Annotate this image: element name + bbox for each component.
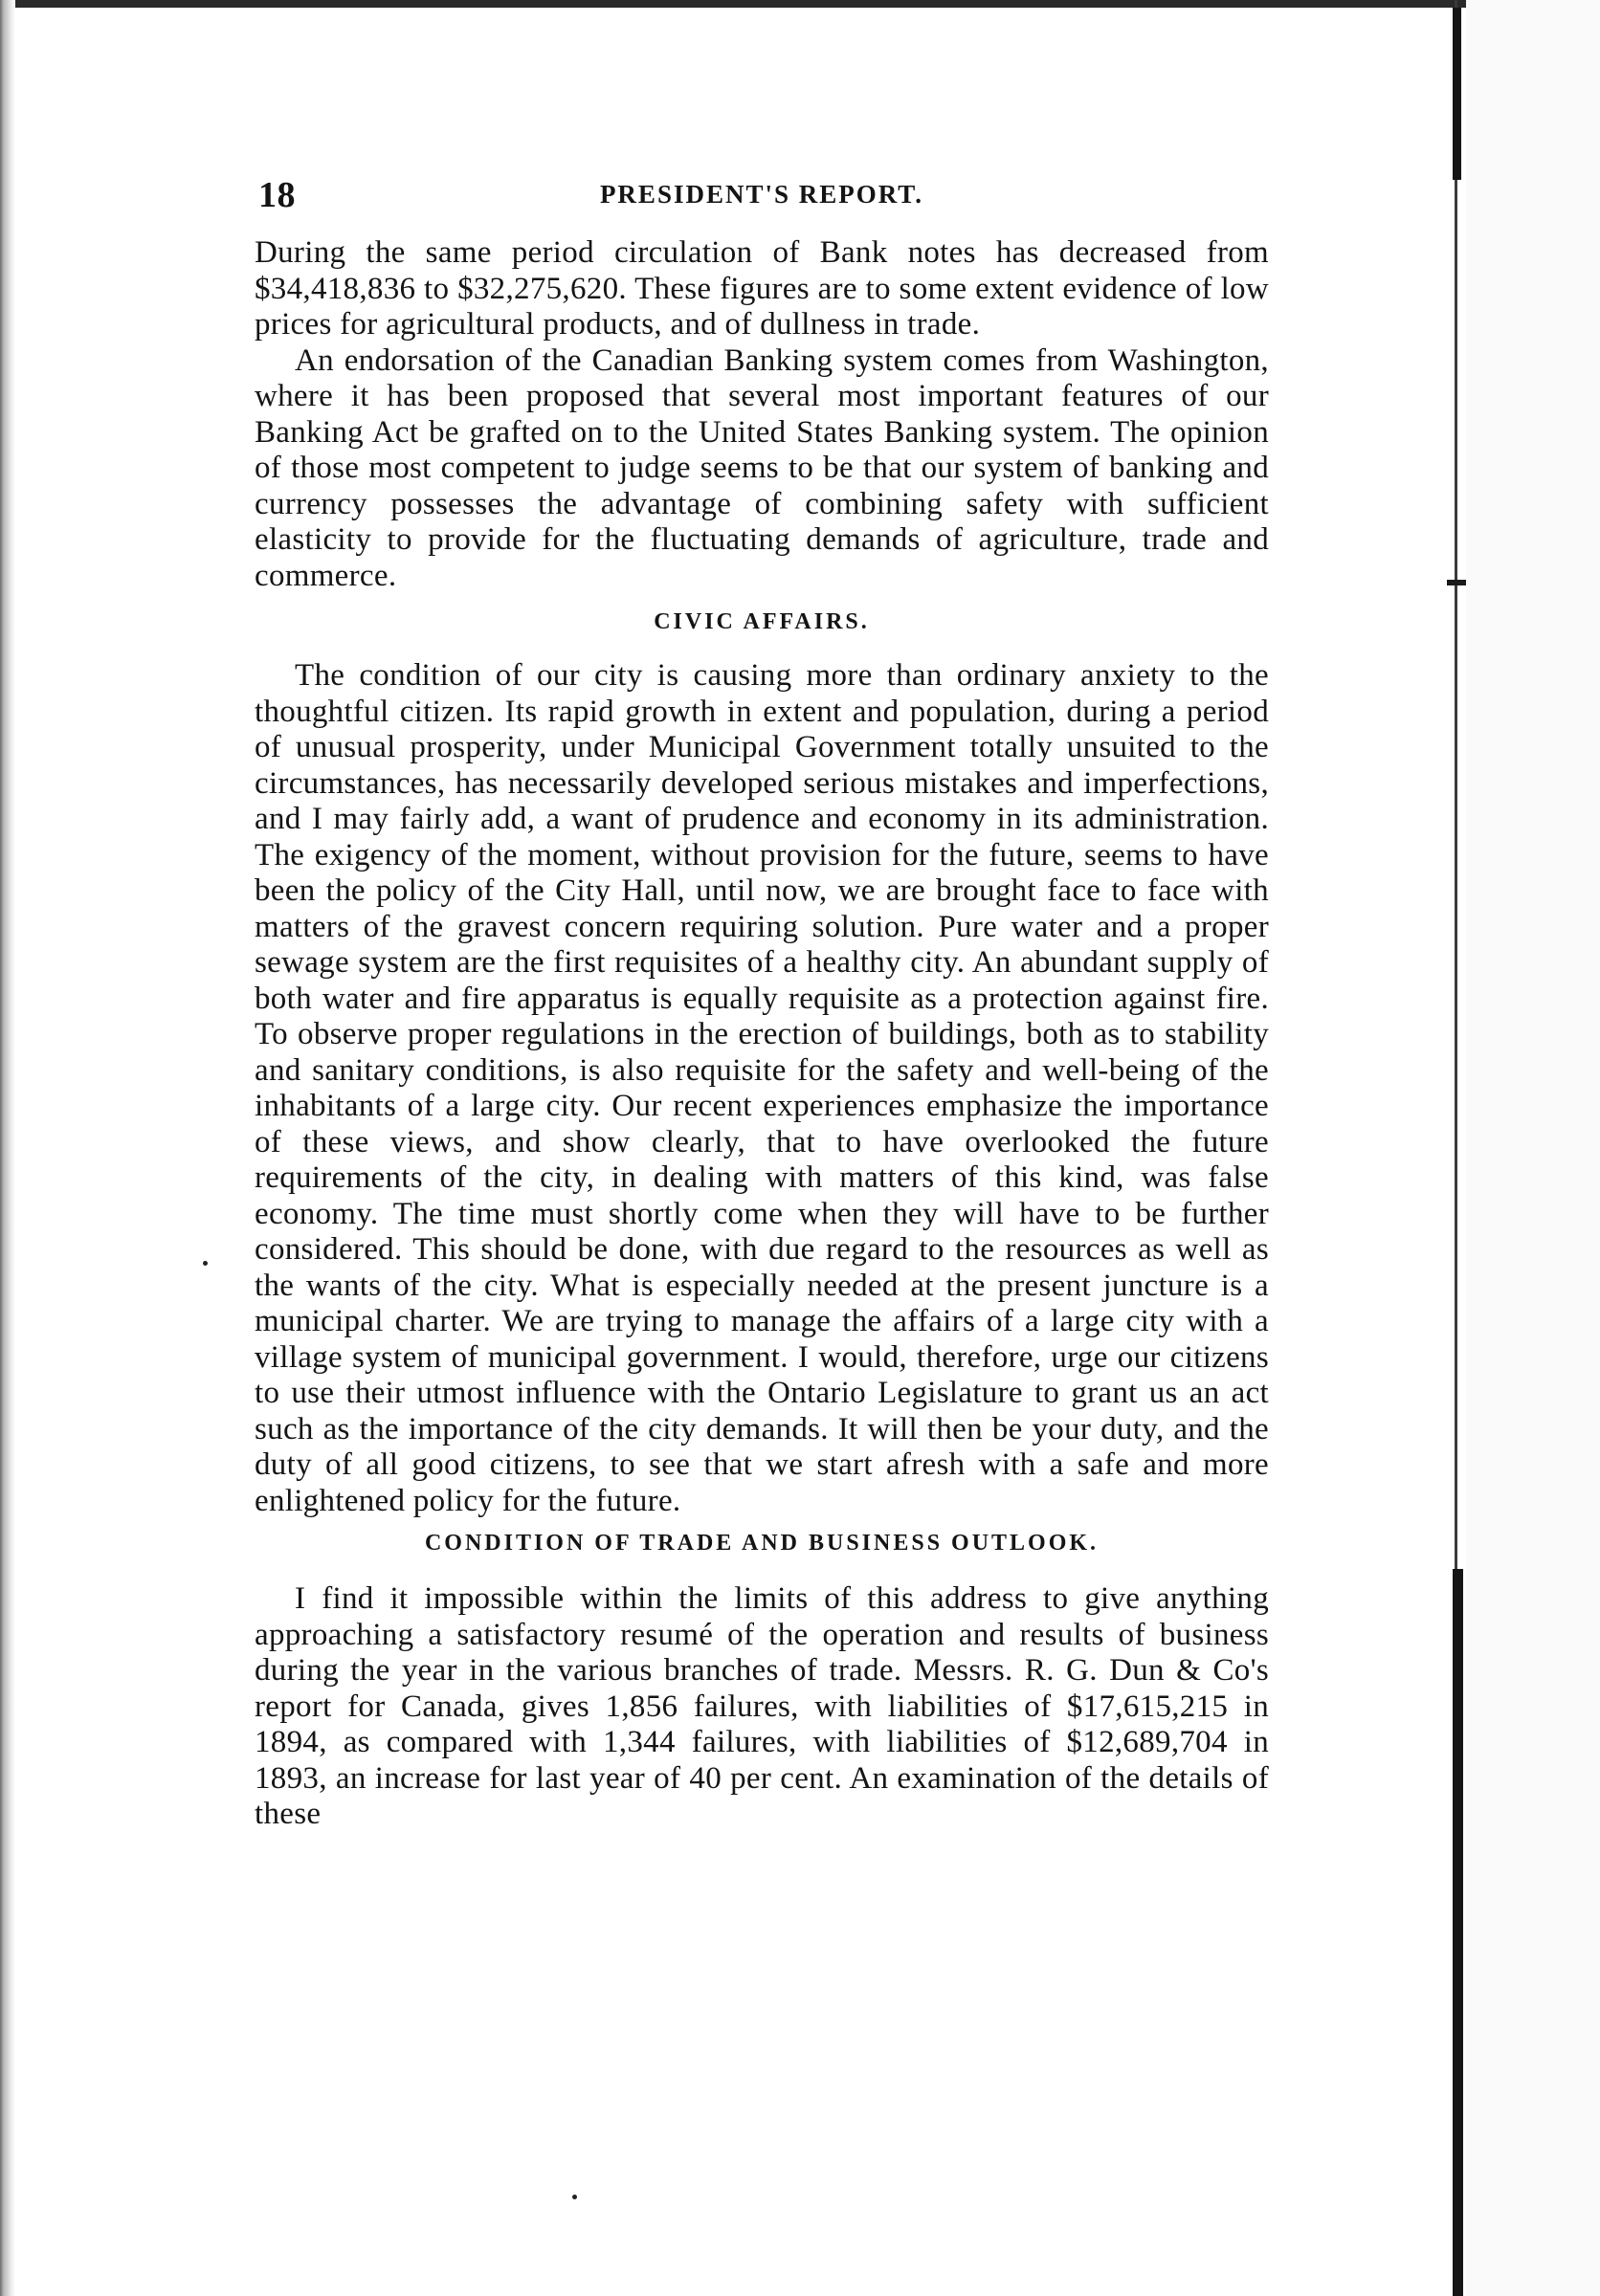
heading-civic-affairs: CIVIC AFFAIRS. [654,609,870,634]
paragraph-banking-system: An endorsation of the Canadian Banking system comes from Washington, where it has been proposed that several most important features of our Banking Act be grafted on to the United States Banking system. The opinion of those most competent to judge seems to be that our system of banking and currency possesses the advantage of combining safety with sufficient elasticity to provide for the fluctuating demands of agriculture, trade and commerce. [255,342,1269,593]
spine-notch [1447,580,1466,585]
scan-top-border [0,0,1600,8]
spine-shadow-top [1453,8,1461,180]
book-spine-edge [1447,0,1466,2296]
scan-right-margin [1466,0,1600,2296]
running-head [255,174,1269,222]
scan-speck [572,2195,577,2199]
page-number: 18 [258,175,296,215]
document-page [255,174,1269,1833]
scan-speck [203,1261,208,1266]
spine-shadow-bottom [1453,1569,1463,2296]
paragraph-civic-affairs: The condition of our city is causing more than ordinary anxiety to the thoughtful citizen. Its rapid growth in extent and population, during a period of unusual prosperity, under Municipal Government totally unsuited to the circumstances, has necessarily developed serious mistakes and imperfections, and I may fairly add, a want of prudence and economy in its administration. The exigency of the moment, without provision for the future, seems to have been the policy of the City Hall, until now, we are brought face to face with matters of the gravest concern requiring solution. Pure water and a proper sewage system are the first requisites of a healthy city. An abundant supply of both water and fire apparatus is equally requisite as a protection against fire. To observe proper regulations in the erection of buildings, both as to stability and sanitary conditions, is also requisite for the safety and well-being of the inhabitants of a large city. Our recent experiences emphasize the importance of these views, and show clearly, that to have overlooked the future requirements of the city, in dealing with matters of this kind, was false economy. The time must shortly come when they will have to be further considered. This should be done, with due regard to the resources as well as the wants of the city. What is especially needed at the present juncture is a municipal charter. We are trying to manage the affairs of a large city with a village system of municipal government. I would, therefore, urge our citizens to use their utmost influence with the Ontario Legislature to grant us an act such as the importance of the city demands. It will then be your duty, and the duty of all good citizens, to see that we start afresh with a safe and more enlightened policy for the future. [255,658,1269,1518]
scan-left-edge [0,0,15,2296]
paragraph-bank-notes: During the same period circulation of Bank notes has decreased from $34,418,836 to $32,275,620. These figures are to some extent evidence of low prices for agricultural products, and of dullness in trade. [255,235,1269,342]
running-title: PRESIDENT'S REPORT. [599,180,924,209]
paragraph-trade-outlook: I find it impossible within the limits of this address to give anything approaching a satisfactory resumé of the operation and results of business during the year in the various branches of trade. Messrs. R. G. Dun & Co's report for Canada, gives 1,856 failures, with liabilities of $17,615,215 in 1894, as compared with 1,344 failures, with liabilities of $12,689,704 in 1893, an increase for last year of 40 per cent. An examination of the details of these [255,1581,1269,1831]
heading-trade-outlook: CONDITION OF TRADE AND BUSINESS OUTLOOK. [424,1531,1100,1556]
